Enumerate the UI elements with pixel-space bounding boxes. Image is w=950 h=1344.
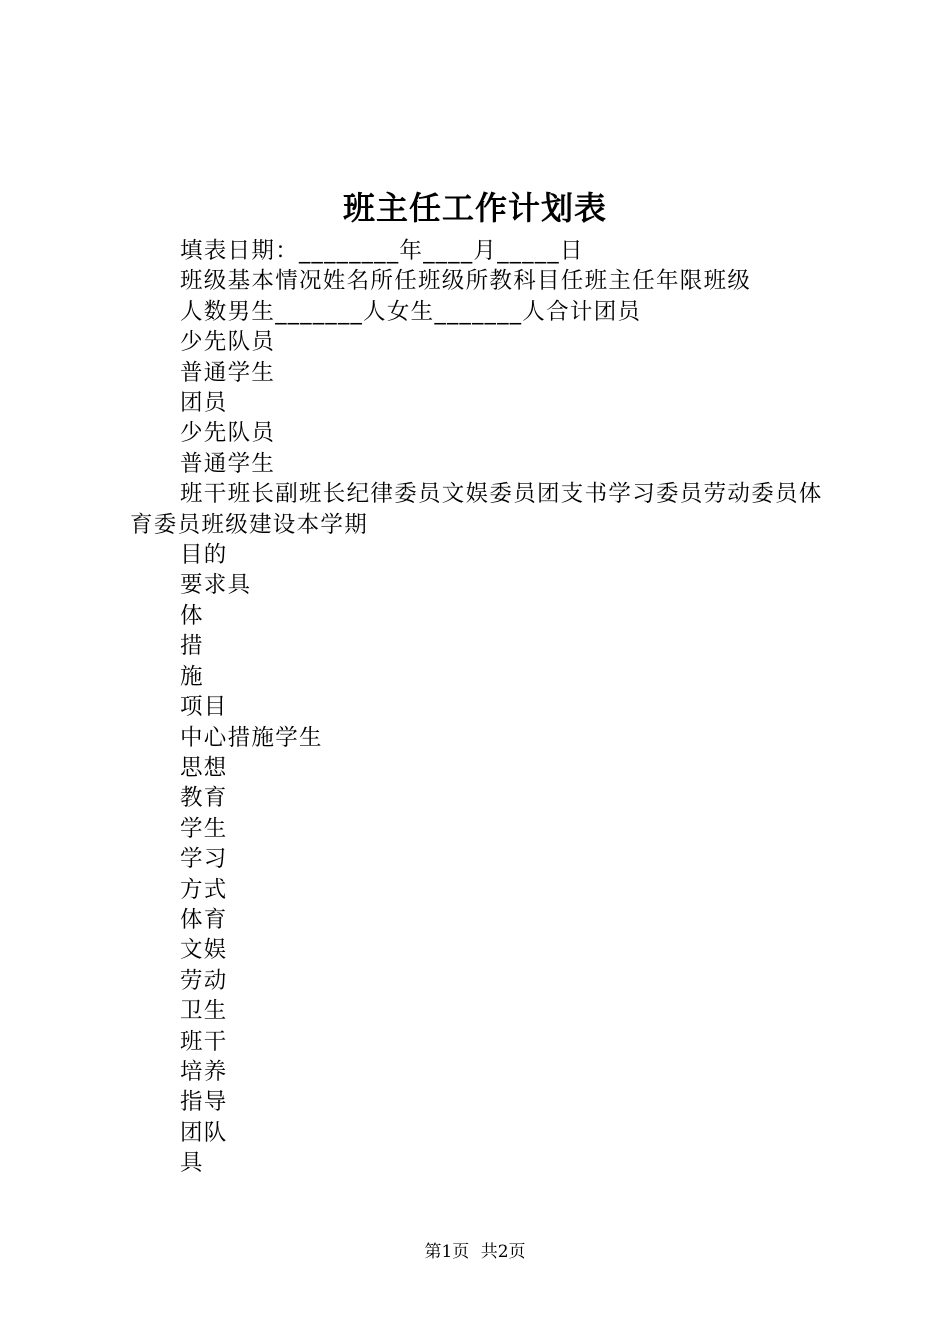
text-line: 项目 [180, 694, 228, 721]
text-line: 普通学生 [180, 450, 276, 477]
class-cadre-line: 班干班长副班长纪律委员文娱委员团支书学习委员劳动委员体育委员班级建设本学期 [130, 481, 823, 538]
text-line: 目的 [180, 542, 228, 569]
text-line: 少先队员 [180, 420, 276, 447]
text-line: 团员 [180, 390, 228, 417]
text-line: 具 [180, 1150, 204, 1177]
text-line: 方式 [180, 876, 228, 903]
text-line: 体 [180, 602, 204, 629]
text-line: 团队 [180, 1119, 228, 1146]
text-line: 指导 [180, 1089, 228, 1116]
text-line: 体育 [180, 906, 228, 933]
text-line: 要求具 [180, 572, 252, 599]
text-line: 教育 [180, 785, 228, 812]
text-line: 学习 [180, 846, 228, 873]
student-count-line: 人数男生_______人女生_______人合计团员 [180, 298, 642, 325]
class-info-line: 班级基本情况姓名所任班级所教科目任班主任年限班级 [180, 268, 752, 295]
text-line: 少先队员 [180, 329, 276, 356]
text-line: 中心措施学生 [180, 724, 323, 751]
text-line: 班干 [180, 1028, 228, 1055]
text-line: 培养 [180, 1058, 228, 1085]
text-line: 文娱 [180, 937, 228, 964]
page-number-footer: 第1页 共2页 [424, 1242, 526, 1262]
text-line: 劳动 [180, 967, 228, 994]
text-line: 思想 [180, 754, 228, 781]
text-line: 措 [180, 633, 204, 660]
text-line: 卫生 [180, 998, 228, 1025]
fill-date-line: 填表日期：________年____月_____日 [180, 238, 584, 264]
text-line: 普通学生 [180, 359, 276, 386]
document-title: 班主任工作计划表 [342, 189, 607, 227]
document-body [130, 236, 830, 1179]
text-line: 学生 [180, 815, 228, 842]
text-line: 施 [180, 663, 204, 690]
